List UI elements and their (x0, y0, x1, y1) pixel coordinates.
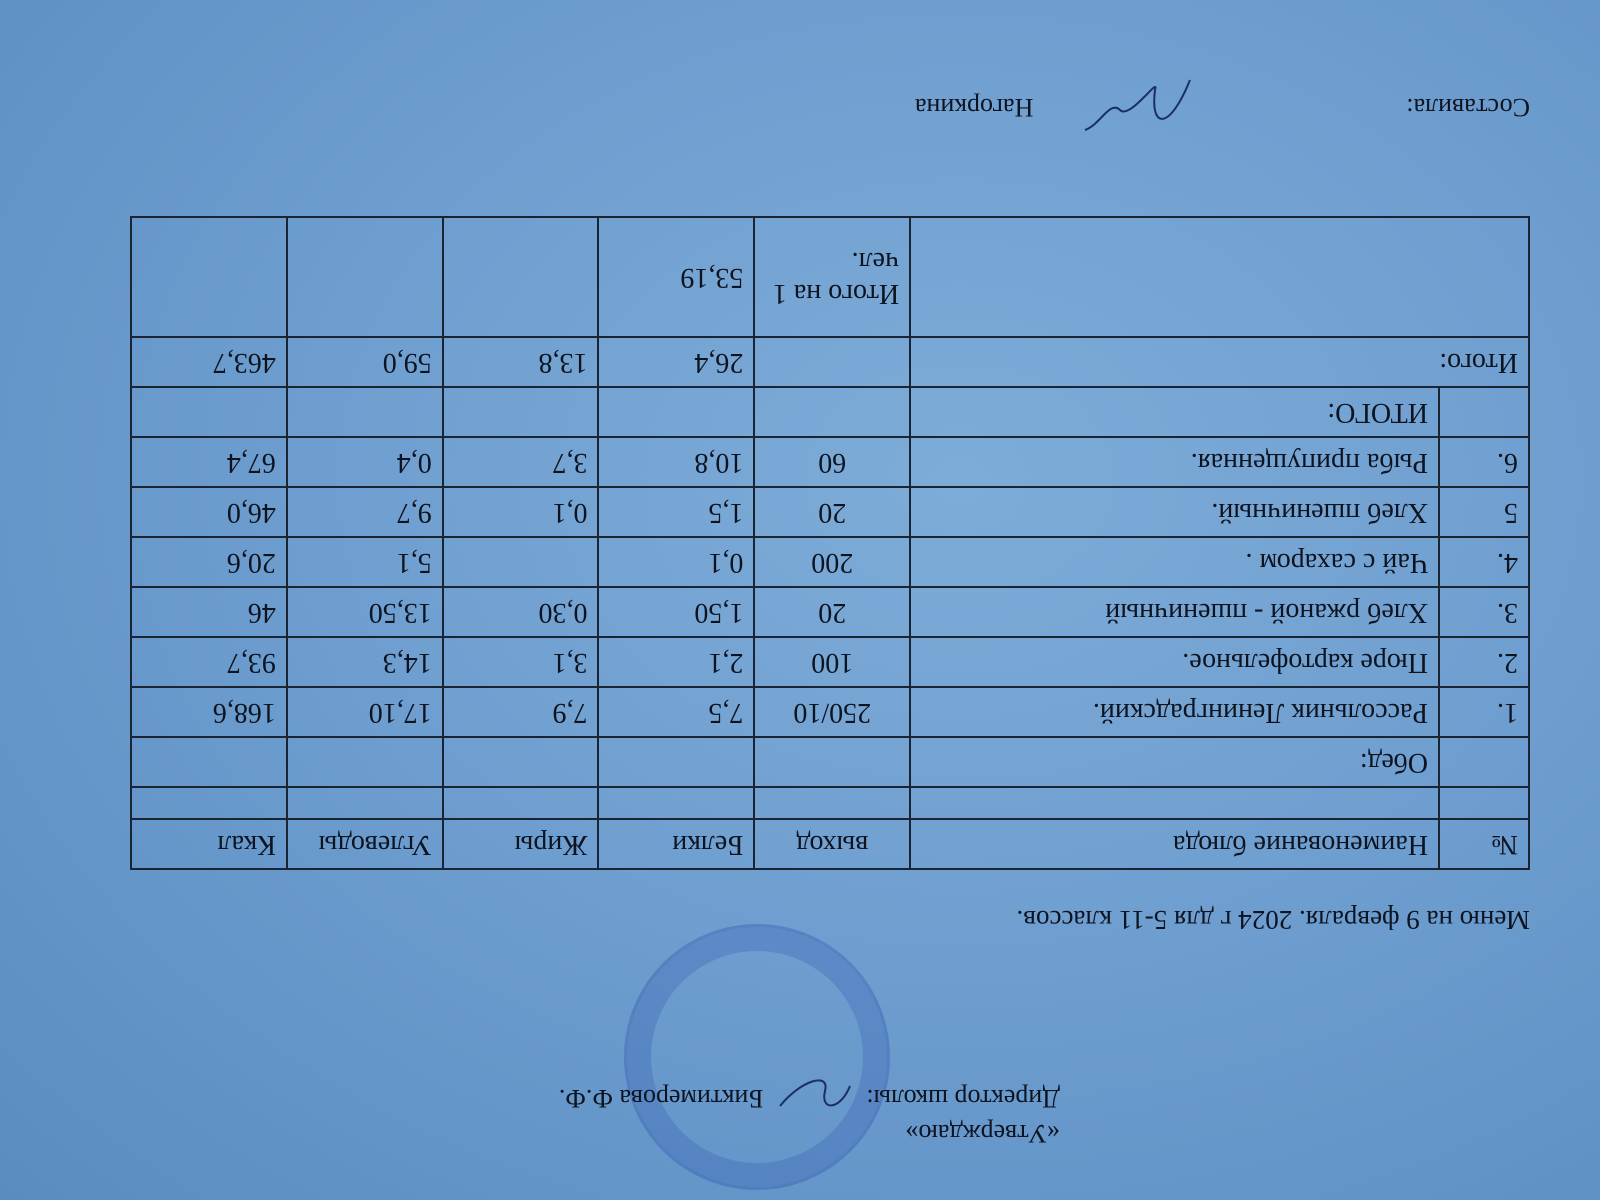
dish-out: 60 (754, 437, 910, 487)
table-row (131, 637, 1529, 687)
menu-title: Меню на 9 февраля. 2024 г для 5-11 классов. (1016, 905, 1530, 935)
school-stamp (624, 924, 890, 1190)
total-label: Итого: (910, 337, 1529, 387)
header-row (131, 819, 1529, 869)
dish-carbs: 0,4 (287, 437, 443, 487)
approved-heading: «Утверждаю» (905, 1119, 1060, 1148)
dish-out: 20 (754, 487, 910, 537)
dish-name: Чай с сахаром . (910, 537, 1439, 587)
per-person-row (131, 217, 1529, 337)
total-kcal: 463,7 (131, 337, 287, 387)
table-row (131, 687, 1529, 737)
total-row (131, 337, 1529, 387)
col-num: № (1439, 819, 1529, 869)
empty-row (131, 787, 1529, 819)
dish-out: 200 (754, 537, 910, 587)
col-fat: Жиры (443, 819, 599, 869)
row-num: 3. (1439, 587, 1529, 637)
compiler-signature (1080, 70, 1200, 140)
document-content (50, 30, 1530, 1150)
dish-kcal: 46,0 (131, 487, 287, 537)
row-num: 4. (1439, 537, 1529, 587)
dish-kcal: 20,6 (131, 537, 287, 587)
itogo-upper-label: ИТОГО: (910, 387, 1439, 437)
dish-protein: 1,50 (599, 587, 755, 637)
dish-name: Рыба припущенная. (910, 437, 1439, 487)
dish-out: 250/10 (754, 687, 910, 737)
row-num: 6. (1439, 437, 1529, 487)
dish-kcal: 93,7 (131, 637, 287, 687)
section-label: Обед: (910, 737, 1439, 787)
row-num: 2. (1439, 637, 1529, 687)
dish-kcal: 168,6 (131, 687, 287, 737)
dish-protein: 10,8 (599, 437, 755, 487)
dish-name: Хлеб ржаной - пшеничный (910, 587, 1439, 637)
dish-fat: 3,7 (443, 437, 599, 487)
total-carbs: 59,0 (287, 337, 443, 387)
table-row (131, 487, 1529, 537)
dish-name: Пюре картофельное. (910, 637, 1439, 687)
dish-carbs: 14,3 (287, 637, 443, 687)
dish-protein: 7,5 (599, 687, 755, 737)
menu-table (130, 216, 1530, 870)
approval-block (559, 1076, 1060, 1150)
dish-kcal: 67,4 (131, 437, 287, 487)
col-kcal: Ккал (131, 819, 287, 869)
col-name: Наименование блюда (910, 819, 1439, 869)
total-fat: 13,8 (443, 337, 599, 387)
col-protein: Белки (599, 819, 755, 869)
table-row (131, 437, 1529, 487)
dish-carbs: 5,1 (287, 537, 443, 587)
itogo-upper-row (131, 387, 1529, 437)
compiled-label: Составила: (1406, 93, 1530, 123)
dish-protein: 1,5 (599, 487, 755, 537)
compiled-name: Нагоркина (914, 93, 1034, 123)
dish-carbs: 9,7 (287, 487, 443, 537)
dish-protein: 0,1 (599, 537, 755, 587)
dish-out: 20 (754, 587, 910, 637)
dish-out: 100 (754, 637, 910, 687)
dish-fat: 3,1 (443, 637, 599, 687)
per-person-label: Итого на 1 чел. (754, 217, 910, 337)
dish-fat: 7,9 (443, 687, 599, 737)
dish-name: Хлеб пшеничный. (910, 487, 1439, 537)
dish-carbs: 13,50 (287, 587, 443, 637)
dish-protein: 2,1 (599, 637, 755, 687)
col-out: выход (754, 819, 910, 869)
director-label: Директор школы: (866, 1084, 1060, 1114)
director-name: Биктимерова Ф.Ф. (558, 1084, 764, 1114)
dish-fat: 0,30 (443, 587, 599, 637)
row-num: 5 (1439, 487, 1529, 537)
dish-carbs: 17,10 (287, 687, 443, 737)
per-person-value: 53,19 (599, 217, 755, 337)
row-num: 1. (1439, 687, 1529, 737)
dish-kcal: 46 (131, 587, 287, 637)
dish-fat (443, 537, 599, 587)
table-row (131, 537, 1529, 587)
section-row (131, 737, 1529, 787)
dish-name: Рассольник Ленинградский. (910, 687, 1439, 737)
col-carbs: Углеводы (287, 819, 443, 869)
table-row (131, 587, 1529, 637)
director-line (559, 1076, 1060, 1116)
director-signature (770, 1076, 860, 1116)
footer (915, 70, 1530, 140)
total-protein: 26,4 (599, 337, 755, 387)
dish-fat: 0,1 (443, 487, 599, 537)
